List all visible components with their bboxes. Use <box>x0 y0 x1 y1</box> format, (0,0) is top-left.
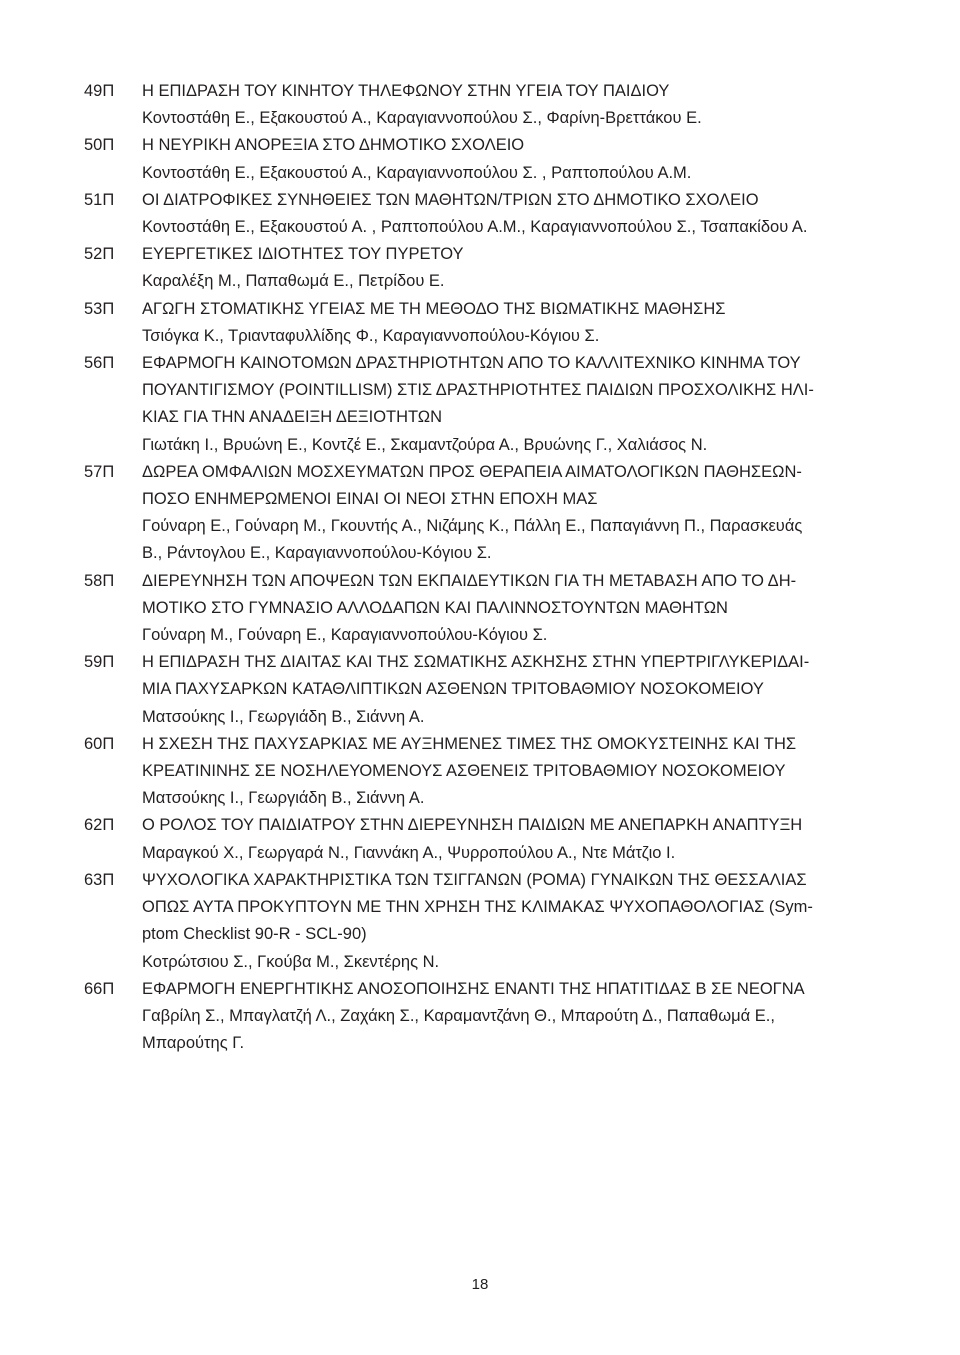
entry-number: 50Π <box>84 136 115 155</box>
entry-line: Κοντοστάθη Ε., Εξακουστού Α., Καραγιαννοπούλου Σ., Φαρίνη-Βρεττάκου Ε. <box>142 109 702 128</box>
entry-body <box>142 812 884 866</box>
entry-line: ΚΡΕΑΤΙΝΙΝΗΣ ΣΕ ΝΟΣΗΛΕΥΟΜΕΝΟΥΣ ΑΣΘΕΝΕΙΣ ΤΡΙΤΟΒΑΘΜΙΟΥ ΝΟΣΟΚΟΜΕΙΟΥ <box>142 762 786 781</box>
page-number: 18 <box>471 1276 489 1293</box>
entry-line: ptom Checklist 90-R - SCL-90) <box>142 925 367 944</box>
poster-entry <box>84 867 884 976</box>
entry-body <box>142 241 884 295</box>
entry-body <box>142 976 884 1058</box>
entry-number: 63Π <box>84 870 115 889</box>
entry-line: ΨΥΧΟΛΟΓΙΚΑ ΧΑΡΑΚΤΗΡΙΣΤΙΚΑ ΤΩΝ ΤΣΙΓΓΑΝΩΝ (ΡΟΜΑ) ΓΥΝΑΙΚΩΝ ΤΗΣ ΘΕΣΣΑΛΙΑΣ <box>142 870 807 889</box>
entry-line: ΠΟΥΑΝΤΙΓΙΣΜΟΥ (POINTILLISM) ΣΤΙΣ ΔΡΑΣΤΗΡΙΟΤΗΤΕΣ ΠΑΙΔΙΩΝ ΠΡΟΣΧΟΛΙΚΗΣ ΗΛΙ- <box>142 381 814 400</box>
poster-entry <box>84 132 884 186</box>
entry-line: Ματσούκης Ι., Γεωργιάδη Β., Σιάννη Α. <box>142 707 425 726</box>
entry-line: Ματσούκης Ι., Γεωργιάδη Β., Σιάννη Α. <box>142 789 425 808</box>
entry-line: Καραλέξη Μ., Παπαθωμά Ε., Πετρίδου Ε. <box>142 272 445 291</box>
entry-number: 52Π <box>84 245 115 264</box>
entry-line: Μπαρούτης Γ. <box>142 1034 245 1053</box>
entry-body <box>142 459 884 568</box>
entry-number: 62Π <box>84 816 115 835</box>
poster-entry <box>84 78 884 132</box>
entry-line: Η ΕΠΙΔΡΑΣΗ ΤΟΥ ΚΙΝΗΤΟΥ ΤΗΛΕΦΩΝΟΥ ΣΤΗΝ ΥΓΕΙΑ ΤΟΥ ΠΑΙΔΙΟΥ <box>142 82 670 100</box>
entry-line: ΕΥΕΡΓΕΤΙΚΕΣ ΙΔΙΟΤΗΤΕΣ ΤΟΥ ΠΥΡΕΤΟΥ <box>142 245 464 264</box>
entry-number: 59Π <box>84 653 115 672</box>
entry-body <box>142 187 884 241</box>
entry-number: 57Π <box>84 462 115 481</box>
entry-line: Η ΝΕΥΡΙΚΗ ΑΝΟΡΕΞΙΑ ΣΤΟ ΔΗΜΟΤΙΚΟ ΣΧΟΛΕΙΟ <box>142 136 525 155</box>
entry-number: 51Π <box>84 190 115 209</box>
entry-line: ΜΙΑ ΠΑΧΥΣΑΡΚΩΝ ΚΑΤΑΘΛΙΠΤΙΚΩΝ ΑΣΘΕΝΩΝ ΤΡΙΤΟΒΑΘΜΙΟΥ ΝΟΣΟΚΟΜΕΙΟΥ <box>142 680 764 699</box>
entry-body <box>142 649 884 731</box>
entry-line: ΟΠΩΣ ΑΥΤΑ ΠΡΟΚΥΠΤΟΥΝ ΜΕ ΤΗΝ ΧΡΗΣΗ ΤΗΣ ΚΛΙΜΑΚΑΣ ΨΥΧΟΠΑΘΟΛΟΓΙΑΣ (Sym- <box>142 898 813 917</box>
entry-line: ΕΦΑΡΜΟΓΗ ΕΝΕΡΓΗΤΙΚΗΣ ΑΝΟΣΟΠΟΙΗΣΗΣ ΕΝΑΝΤΙ ΤΗΣ ΗΠΑΤΙΤΙΔΑΣ Β ΣΕ ΝΕΟΓΝΑ <box>142 979 805 998</box>
entry-line: Ο ΡΟΛΟΣ ΤΟΥ ΠΑΙΔΙΑΤΡΟΥ ΣΤΗΝ ΔΙΕΡΕΥΝΗΣΗ ΠΑΙΔΙΩΝ ΜΕ ΑΝΕΠΑΡΚΗ ΑΝΑΠΤΥΞΗ <box>142 816 803 835</box>
poster-list <box>84 78 884 1057</box>
entry-line: Γούναρη Ε., Γούναρη Μ., Γκουντής Α., Νιζάμης Κ., Πάλλη Ε., Παπαγιάννη Π., Παρασκευάς <box>142 517 803 536</box>
poster-entry <box>84 296 884 350</box>
poster-entry <box>84 649 884 731</box>
entry-number: 53Π <box>84 299 115 318</box>
entry-line: Β., Ράντογλου Ε., Καραγιαννοπούλου-Κόγιου Σ. <box>142 544 492 563</box>
entry-line: Κοτρώτσιου Σ., Γκούβα Μ., Σκεντέρης Ν. <box>142 952 440 971</box>
entry-body <box>142 867 884 976</box>
poster-entry <box>84 241 884 295</box>
entry-line: Γαβρίλη Σ., Μπαγλατζή Λ., Ζαχάκη Σ., Καραμαντζάνη Θ., Μπαρούτη Δ., Παπαθωμά Ε., <box>142 1006 775 1025</box>
entry-line: Κοντοστάθη Ε., Εξακουστού Α. , Ραπτοπούλου Α.Μ., Καραγιαννοπούλου Σ., Τσαπακίδου Α. <box>142 218 808 237</box>
entry-line: Μαραγκού Χ., Γεωργαρά Ν., Γιαννάκη Α., Ψυρροπούλου Α., Ντε Μάτζιο Ι. <box>142 843 676 862</box>
entry-line: Τσιόγκα Κ., Τριανταφυλλίδης Φ., Καραγιαννοπούλου-Κόγιου Σ. <box>142 326 600 345</box>
entry-number: 49Π <box>84 82 115 100</box>
poster-entry <box>84 812 884 866</box>
entry-number: 56Π <box>84 354 115 373</box>
entry-body <box>142 731 884 813</box>
entry-line: ΔΩΡΕΑ ΟΜΦΑΛΙΩΝ ΜΟΣΧΕΥΜΑΤΩΝ ΠΡΟΣ ΘΕΡΑΠΕΙΑ ΑΙΜΑΤΟΛΟΓΙΚΩΝ ΠΑΘΗΣΕΩΝ- <box>142 462 802 481</box>
poster-entry <box>84 731 884 813</box>
entry-line: ΟΙ ΔΙΑΤΡΟΦΙΚΕΣ ΣΥΝΗΘΕΙΕΣ ΤΩΝ ΜΑΘΗΤΩΝ/ΤΡΙΩΝ ΣΤΟ ΔΗΜΟΤΙΚΟ ΣΧΟΛΕΙΟ <box>142 190 759 209</box>
entry-number: 58Π <box>84 571 115 590</box>
poster-entry <box>84 976 884 1058</box>
entry-line: Γιωτάκη Ι., Βρυώνη Ε., Κοντζέ Ε., Σκαμαντζούρα Α., Βρυώνης Γ., Χαλιάσος Ν. <box>142 435 708 454</box>
entry-number: 60Π <box>84 734 115 753</box>
poster-entry <box>84 350 884 459</box>
poster-entry <box>84 568 884 650</box>
entry-line: ΚΙΑΣ ΓΙΑ ΤΗΝ ΑΝΑΔΕΙΞΗ ΔΕΞΙΟΤΗΤΩΝ <box>142 408 443 427</box>
entry-body <box>142 78 884 132</box>
entry-line: Η ΕΠΙΔΡΑΣΗ ΤΗΣ ΔΙΑΙΤΑΣ ΚΑΙ ΤΗΣ ΣΩΜΑΤΙΚΗΣ ΑΣΚΗΣΗΣ ΣΤΗΝ ΥΠΕΡΤΡΙΓΛΥΚΕΡΙΔΑΙ- <box>142 653 810 672</box>
entry-body <box>142 132 884 186</box>
entry-line: Η ΣΧΕΣΗ ΤΗΣ ΠΑΧΥΣΑΡΚΙΑΣ ΜΕ ΑΥΞΗΜΕΝΕΣ ΤΙΜΕΣ ΤΗΣ ΟΜΟΚΥΣΤΕΙΝΗΣ ΚΑΙ ΤΗΣ <box>142 734 797 753</box>
entry-body <box>142 350 884 459</box>
entry-line: ΜΟΤΙΚΟ ΣΤΟ ΓΥΜΝΑΣΙΟ ΑΛΛΟΔΑΠΩΝ ΚΑΙ ΠΑΛΙΝΝΟΣΤΟΥΝΤΩΝ ΜΑΘΗΤΩΝ <box>142 598 728 617</box>
entry-line: ΑΓΩΓΗ ΣΤΟΜΑΤΙΚΗΣ ΥΓΕΙΑΣ ΜΕ ΤΗ ΜΕΘΟΔΟ ΤΗΣ ΒΙΩΜΑΤΙΚΗΣ ΜΑΘΗΣΗΣ <box>142 299 726 318</box>
entry-number: 66Π <box>84 979 115 998</box>
entry-line: Γούναρη Μ., Γούναρη Ε., Καραγιαννοπούλου-Κόγιου Σ. <box>142 626 548 645</box>
entry-body <box>142 296 884 350</box>
entry-line: ΕΦΑΡΜΟΓΗ ΚΑΙΝΟΤΟΜΩΝ ΔΡΑΣΤΗΡΙΟΤΗΤΩΝ ΑΠΟ ΤΟ ΚΑΛΛΙΤΕΧΝΙΚΟ ΚΙΝΗΜΑ ΤΟΥ <box>142 354 801 373</box>
entry-body <box>142 568 884 650</box>
poster-entry <box>84 459 884 568</box>
entry-line: Κοντοστάθη Ε., Εξακουστού Α., Καραγιαννοπούλου Σ. , Ραπτοπούλου Α.Μ. <box>142 163 692 182</box>
entry-line: ΠΟΣΟ ΕΝΗΜΕΡΩΜΕΝΟΙ ΕΙΝΑΙ ΟΙ ΝΕΟΙ ΣΤΗΝ ΕΠΟΧΗ ΜΑΣ <box>142 490 598 509</box>
poster-entry <box>84 187 884 241</box>
entry-line: ΔΙΕΡΕΥΝΗΣΗ ΤΩΝ ΑΠΟΨΕΩΝ ΤΩΝ ΕΚΠΑΙΔΕΥΤΙΚΩΝ ΓΙΑ ΤΗ ΜΕΤΑΒΑΣΗ ΑΠΟ ΤΟ ΔΗ- <box>142 571 797 590</box>
